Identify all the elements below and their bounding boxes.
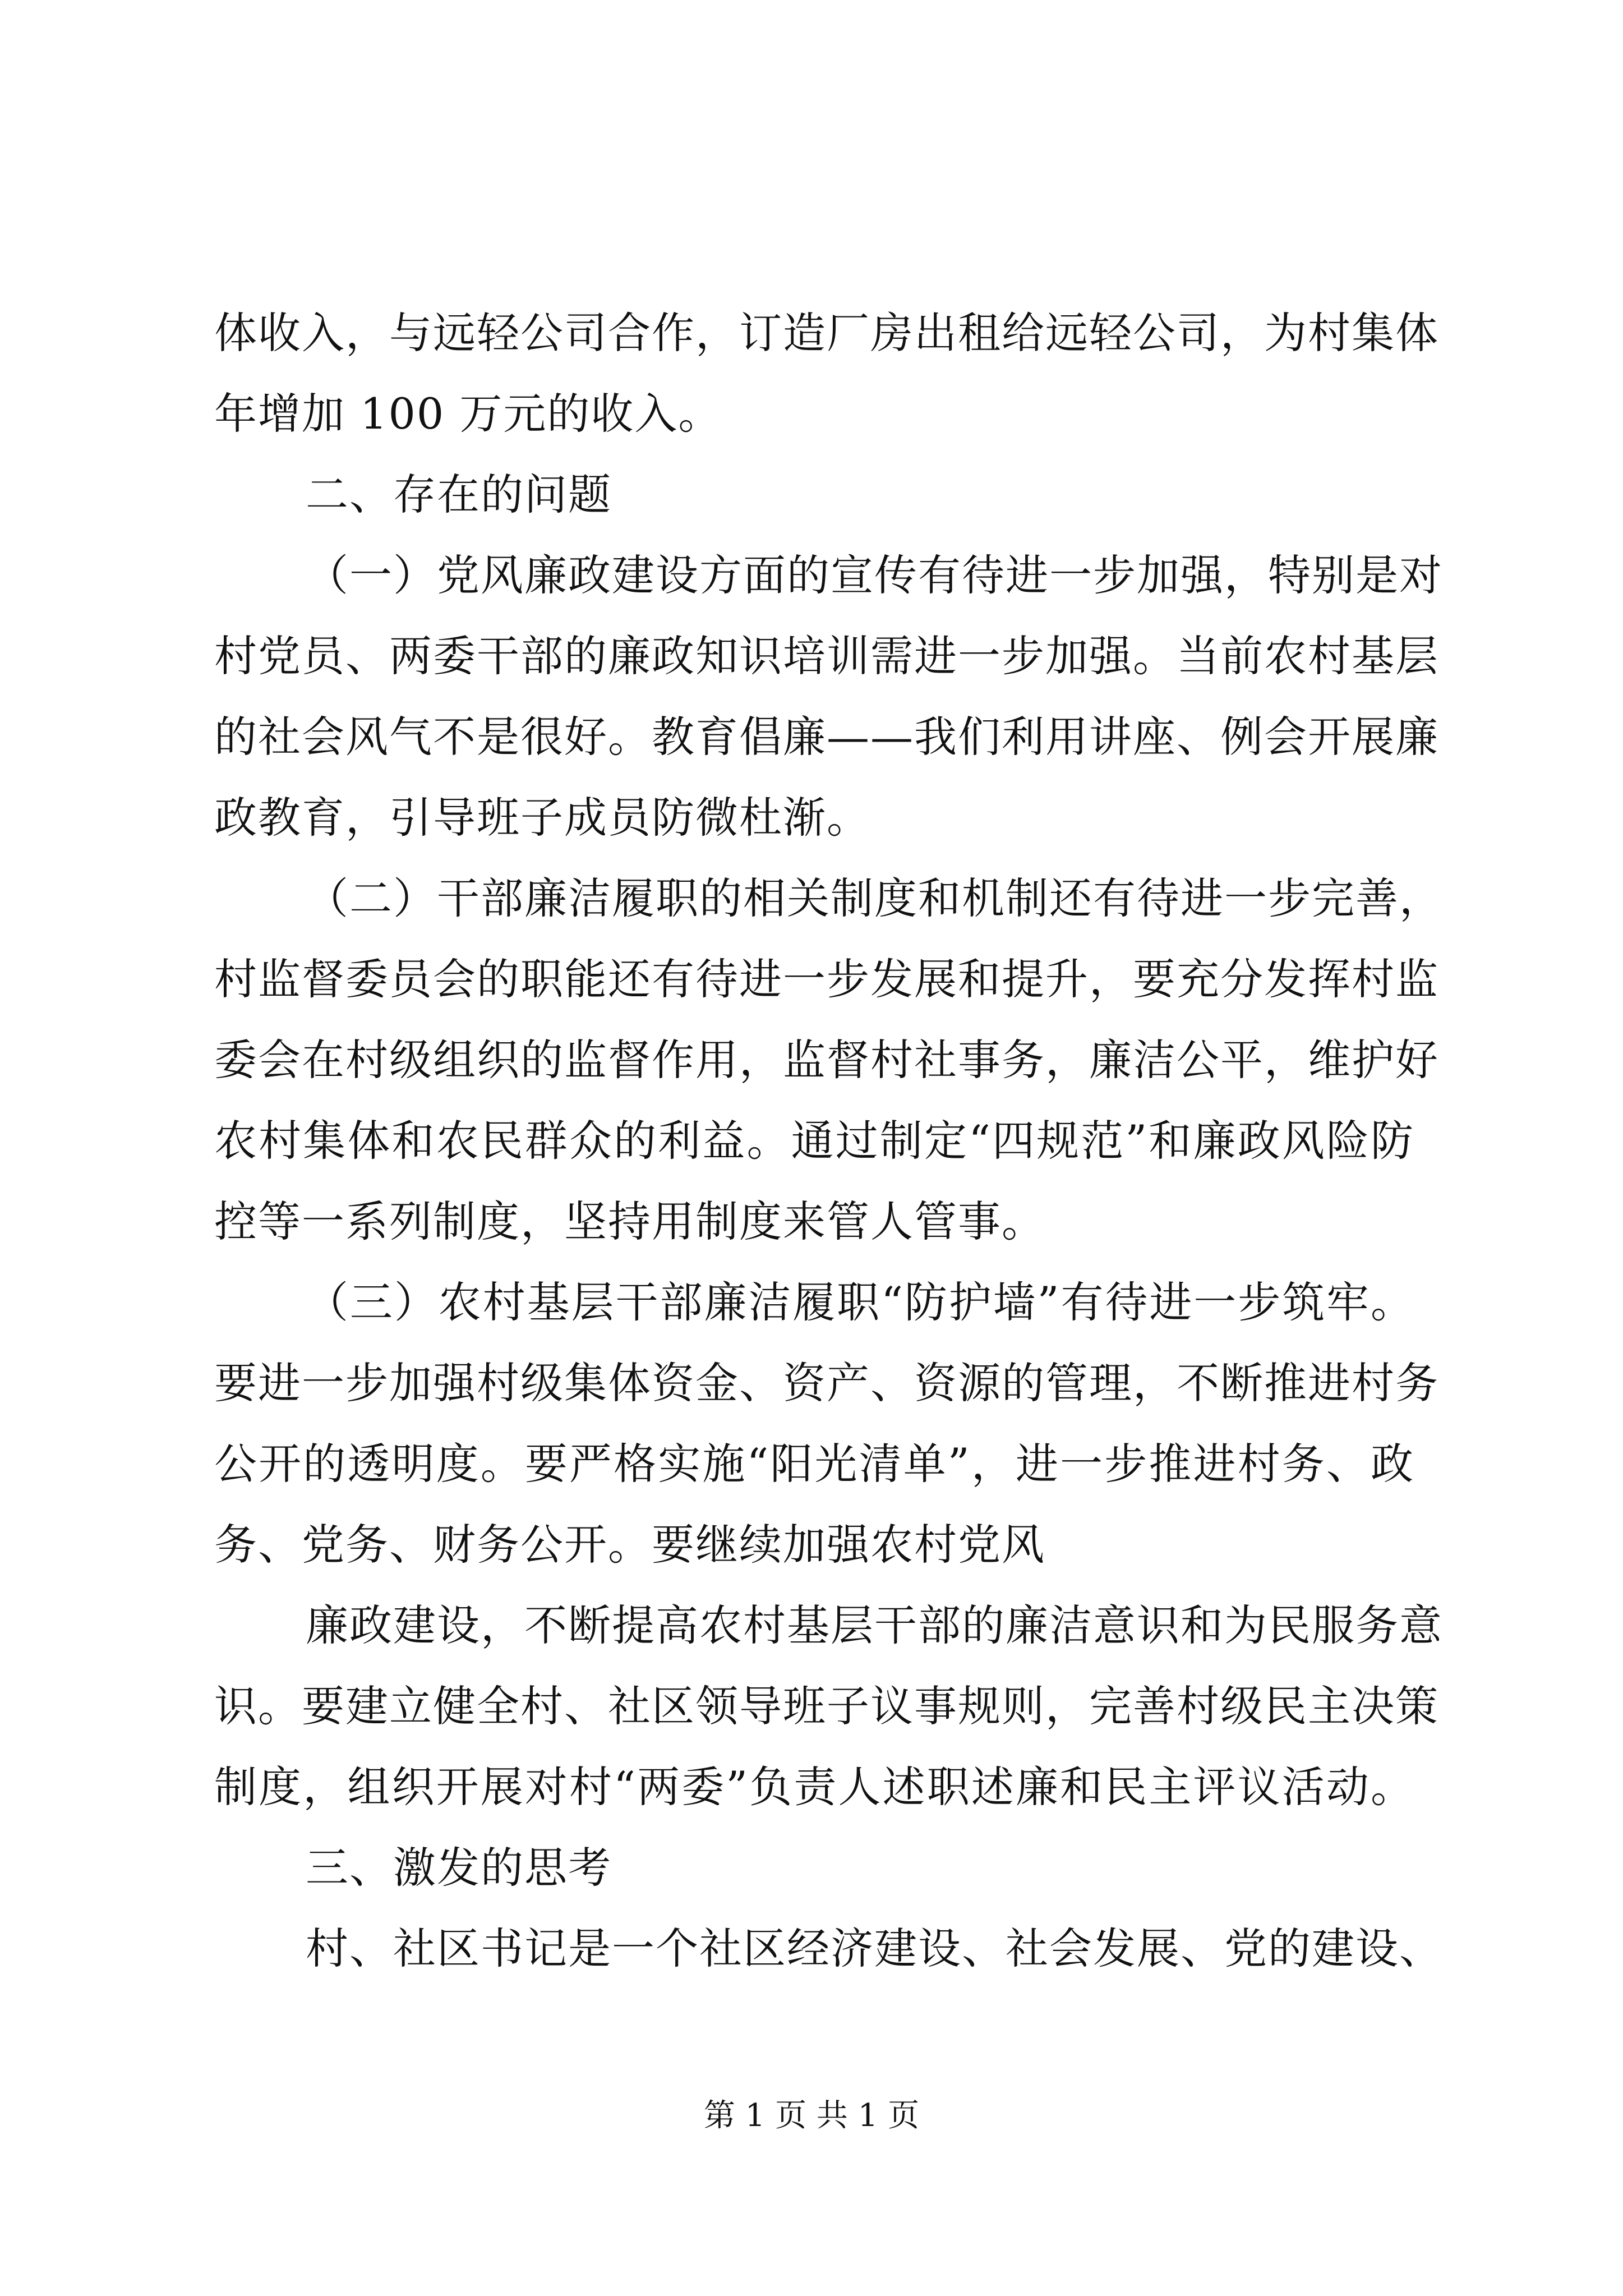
- text-line: （一）党风廉政建设方面的宣传有待进一步加强，特别是对: [306, 550, 1443, 600]
- text-line: （三）农村基层干部廉洁履职“防护墙”有待进一步筑牢。: [306, 1277, 1414, 1327]
- text-line: 公开的透明度。要严格实施“阳光清单”，进一步推进村务、政: [214, 1439, 1414, 1489]
- text-line: 村、社区书记是一个社区经济建设、社会发展、党的建设、: [306, 1924, 1443, 1973]
- text-line: 的社会风气不是很好。教育倡廉——我们利用讲座、例会开展廉: [214, 712, 1439, 762]
- text-line: 政教育，引导班子成员防微杜渐。: [214, 793, 870, 843]
- text-line: 识。要建立健全村、社区领导班子议事规则，完善村级民主决策: [214, 1681, 1439, 1731]
- page-footer: 第 1 页 共 1 页: [703, 2097, 920, 2134]
- text-line: 务、党务、财务公开。要继续加强农村党风: [214, 1520, 1045, 1570]
- text-line: 要进一步加强村级集体资金、资产、资源的管理，不断推进村务: [214, 1358, 1439, 1408]
- text-line: 村党员、两委干部的廉政知识培训需进一步加强。当前农村基层: [214, 631, 1439, 681]
- text-line: 控等一系列制度，坚持用制度来管人管事。: [214, 1197, 1045, 1246]
- text-line: 委会在村级组织的监督作用，监督村社事务，廉洁公平，维护好: [214, 1035, 1439, 1085]
- text-line: 制度，组织开展对村“两委”负责人述职述廉和民主评议活动。: [214, 1762, 1414, 1812]
- text-line: 农村集体和农民群众的利益。通过制定“四规范”和廉政风险防: [214, 1116, 1414, 1166]
- section-heading: 二、存在的问题: [306, 470, 612, 519]
- text-line: 体收入，与远轻公司合作，订造厂房出租给远轻公司，为村集体: [214, 308, 1439, 358]
- section-heading: 三、激发的思考: [306, 1843, 612, 1893]
- text-line: 年增加 100 万元的收入。: [214, 389, 722, 439]
- text-line: 廉政建设，不断提高农村基层干部的廉洁意识和为民服务意: [306, 1600, 1443, 1650]
- text-line: 村监督委员会的职能还有待进一步发展和提升，要充分发挥村监: [214, 954, 1439, 1004]
- text-line: （二）干部廉洁履职的相关制度和机制还有待进一步完善，: [306, 873, 1443, 923]
